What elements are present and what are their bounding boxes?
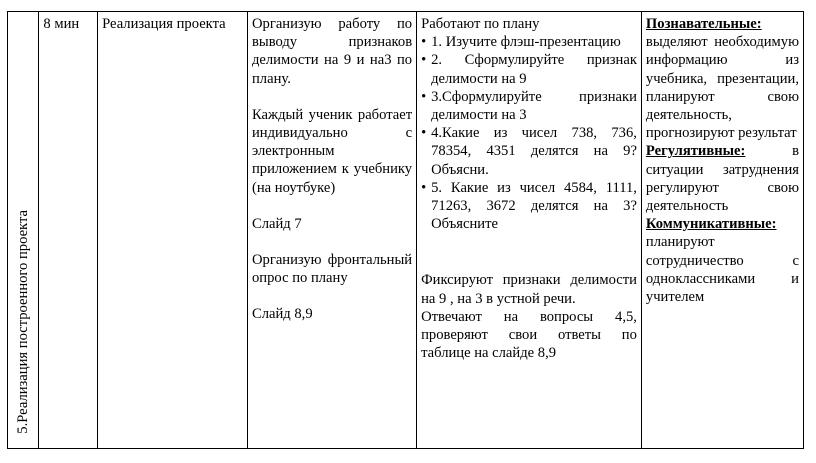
communicative-heading: Коммуникативные:	[645, 216, 777, 233]
regulatory-text: в ситуации затруднения регулируют свою деятельность	[645, 143, 799, 215]
students-fix-text: Фиксируют признаки делимости на 9 , на 3 в устной речи.	[421, 272, 637, 307]
teacher-text-2: Каждый ученик работает индивидуально с электронным приложением к учебнику (на ноутбуке)	[252, 106, 413, 196]
task-list	[421, 33, 637, 233]
cognitive-heading: Познавательные:	[645, 16, 762, 32]
list-item: • 3.Сформулируйте признаки делимости на 3	[421, 88, 637, 124]
teacher-activity-cell	[248, 12, 417, 449]
teacher-text-1: Организую работу по выводу признаков делимости на 9 и на3 по плану.	[252, 16, 413, 87]
students-intro: Работают по плану	[421, 16, 540, 32]
students-answer-text: Отвечают на вопросы 4,5, проверяют свои ответы по таблице на слайде 8,9	[421, 308, 637, 362]
list-item: • 4.Какие из чисел 738, 736, 78354, 4351 делятся на 9? Объясни.	[421, 124, 637, 179]
regulatory-heading: Регулятивные:	[645, 143, 746, 160]
cognitive-text: выделяют необходимую информацию из учебника, презентации, планируют свою деятельность, прогнозируют результат	[645, 34, 799, 142]
phase-cell	[98, 12, 248, 449]
list-item: • 2. Сформулируйте признак делимости на 9	[421, 51, 637, 87]
time-cell	[39, 12, 98, 449]
list-item: • 5. Какие из чисел 4584, 1111, 71263, 3672 делятся на 3? Объясните	[421, 179, 637, 234]
phase-label: Реализация проекта	[102, 16, 226, 32]
teacher-slide-ref-1: Слайд 7	[252, 215, 302, 232]
teacher-text-3: Организую фронтальный опрос по плану	[252, 252, 413, 287]
communicative-text: планируют сотрудничество с одноклассниками и учителем	[645, 234, 799, 306]
student-activity-cell	[417, 12, 642, 449]
stage-label: 5.Реализация построенного проекта	[15, 210, 32, 434]
time-value: 8 мин	[43, 16, 80, 32]
teacher-slide-ref-2: Слайд 8,9	[252, 306, 313, 323]
list-item: • 1. Изучите флэш-презентацию	[421, 33, 637, 51]
stage-cell	[8, 12, 39, 449]
table-row	[8, 12, 804, 449]
uud-cell	[641, 12, 803, 449]
lesson-plan-table	[7, 11, 804, 449]
